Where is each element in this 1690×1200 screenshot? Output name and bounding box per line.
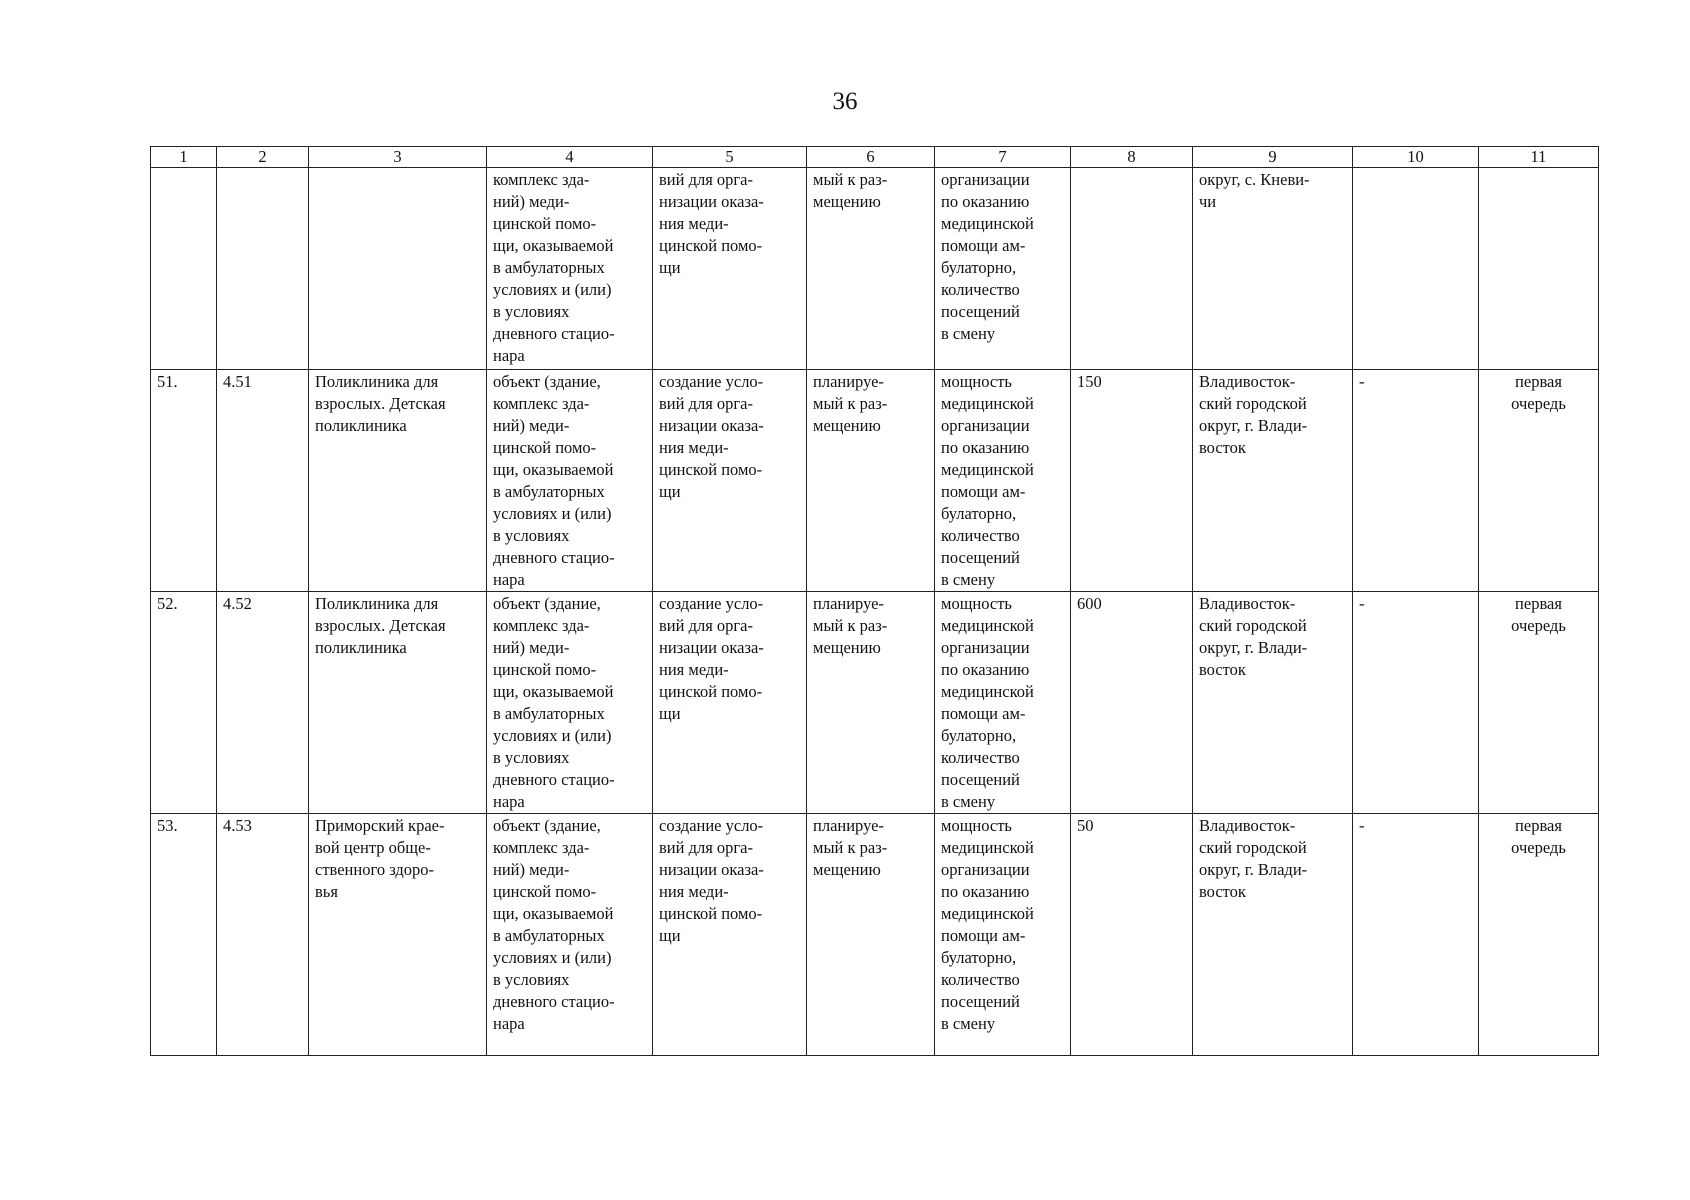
column-header-1: 1	[151, 147, 217, 168]
stage-cell: первая очередь	[1479, 592, 1599, 814]
stage-cell	[1479, 168, 1599, 370]
status-cell: планируе- мый к раз- мещению	[807, 370, 935, 592]
object-type-cell: объект (здание, комплекс зда- ний) меди- цинской помо- щи, оказываемой в амбулаторных условиях и (или) в условиях дневного стацио- нара	[487, 370, 653, 592]
object-name-cell: Приморский крае- вой центр обще- ственного здоро- вья	[309, 814, 487, 1056]
object-code-cell	[217, 168, 309, 370]
column-header-11: 11	[1479, 147, 1599, 168]
row-number-cell: 51.	[151, 370, 217, 592]
capacity-value-cell: 50	[1071, 814, 1193, 1056]
object-name-cell: Поликлиника для взрослых. Детская поликлиника	[309, 592, 487, 814]
column-header-6: 6	[807, 147, 935, 168]
page-number: 36	[832, 88, 858, 115]
characteristic-cell: мощность медицинской организации по оказанию медицинской помощи ам- булаторно, количество посещений в смену	[935, 814, 1071, 1056]
characteristic-cell: мощность медицинской организации по оказанию медицинской помощи ам- булаторно, количество посещений в смену	[935, 370, 1071, 592]
location-cell: Владивосток- ский городской округ, г. Влади- восток	[1193, 370, 1353, 592]
row-number-cell: 52.	[151, 592, 217, 814]
column-header-10: 10	[1353, 147, 1479, 168]
object-code-cell: 4.53	[217, 814, 309, 1056]
table-row-52	[151, 592, 1599, 814]
planned-objects-table	[150, 146, 1599, 1056]
location-cell: Владивосток- ский городской округ, г. Влади- восток	[1193, 814, 1353, 1056]
column-header-7: 7	[935, 147, 1071, 168]
object-name-cell: Поликлиника для взрослых. Детская поликлиника	[309, 370, 487, 592]
column-header-2: 2	[217, 147, 309, 168]
purpose-cell: создание усло- вий для орга- низации оказа- ния меди- цинской помо- щи	[653, 592, 807, 814]
purpose-cell: создание усло- вий для орга- низации оказа- ния меди- цинской помо- щи	[653, 814, 807, 1056]
row-number-cell	[151, 168, 217, 370]
column-number-row	[151, 147, 1599, 168]
object-type-cell: комплекс зда- ний) меди- цинской помо- щи, оказываемой в амбулаторных условиях и (или) в условиях дневного стацио- нара	[487, 168, 653, 370]
column-header-9: 9	[1193, 147, 1353, 168]
object-code-cell: 4.52	[217, 592, 309, 814]
object-type-cell: объект (здание, комплекс зда- ний) меди- цинской помо- щи, оказываемой в амбулаторных условиях и (или) в условиях дневного стацио- нара	[487, 592, 653, 814]
stage-cell: первая очередь	[1479, 814, 1599, 1056]
column-10-cell	[1353, 168, 1479, 370]
location-cell: Владивосток- ский городской округ, г. Влади- восток	[1193, 592, 1353, 814]
location-cell: округ, с. Кневи- чи	[1193, 168, 1353, 370]
column-header-8: 8	[1071, 147, 1193, 168]
purpose-cell: вий для орга- низации оказа- ния меди- цинской помо- щи	[653, 168, 807, 370]
status-cell: мый к раз- мещению	[807, 168, 935, 370]
column-header-5: 5	[653, 147, 807, 168]
capacity-value-cell: 150	[1071, 370, 1193, 592]
status-cell: планируе- мый к раз- мещению	[807, 592, 935, 814]
column-10-cell: -	[1353, 592, 1479, 814]
table-row-51	[151, 370, 1599, 592]
object-type-cell: объект (здание, комплекс зда- ний) меди- цинской помо- щи, оказываемой в амбулаторных условиях и (или) в условиях дневного стацио- нара	[487, 814, 653, 1056]
column-10-cell: -	[1353, 814, 1479, 1056]
capacity-value-cell: 600	[1071, 592, 1193, 814]
column-header-3: 3	[309, 147, 487, 168]
row-number-cell: 53.	[151, 814, 217, 1056]
object-code-cell: 4.51	[217, 370, 309, 592]
column-header-4: 4	[487, 147, 653, 168]
stage-cell: первая очередь	[1479, 370, 1599, 592]
table-row-53	[151, 814, 1599, 1056]
characteristic-cell: мощность медицинской организации по оказанию медицинской помощи ам- булаторно, количество посещений в смену	[935, 592, 1071, 814]
characteristic-cell: организации по оказанию медицинской помощи ам- булаторно, количество посещений в смену	[935, 168, 1071, 370]
table-row-continuation	[151, 168, 1599, 370]
purpose-cell: создание усло- вий для орга- низации оказа- ния меди- цинской помо- щи	[653, 370, 807, 592]
column-10-cell: -	[1353, 370, 1479, 592]
capacity-value-cell	[1071, 168, 1193, 370]
status-cell: планируе- мый к раз- мещению	[807, 814, 935, 1056]
object-name-cell	[309, 168, 487, 370]
